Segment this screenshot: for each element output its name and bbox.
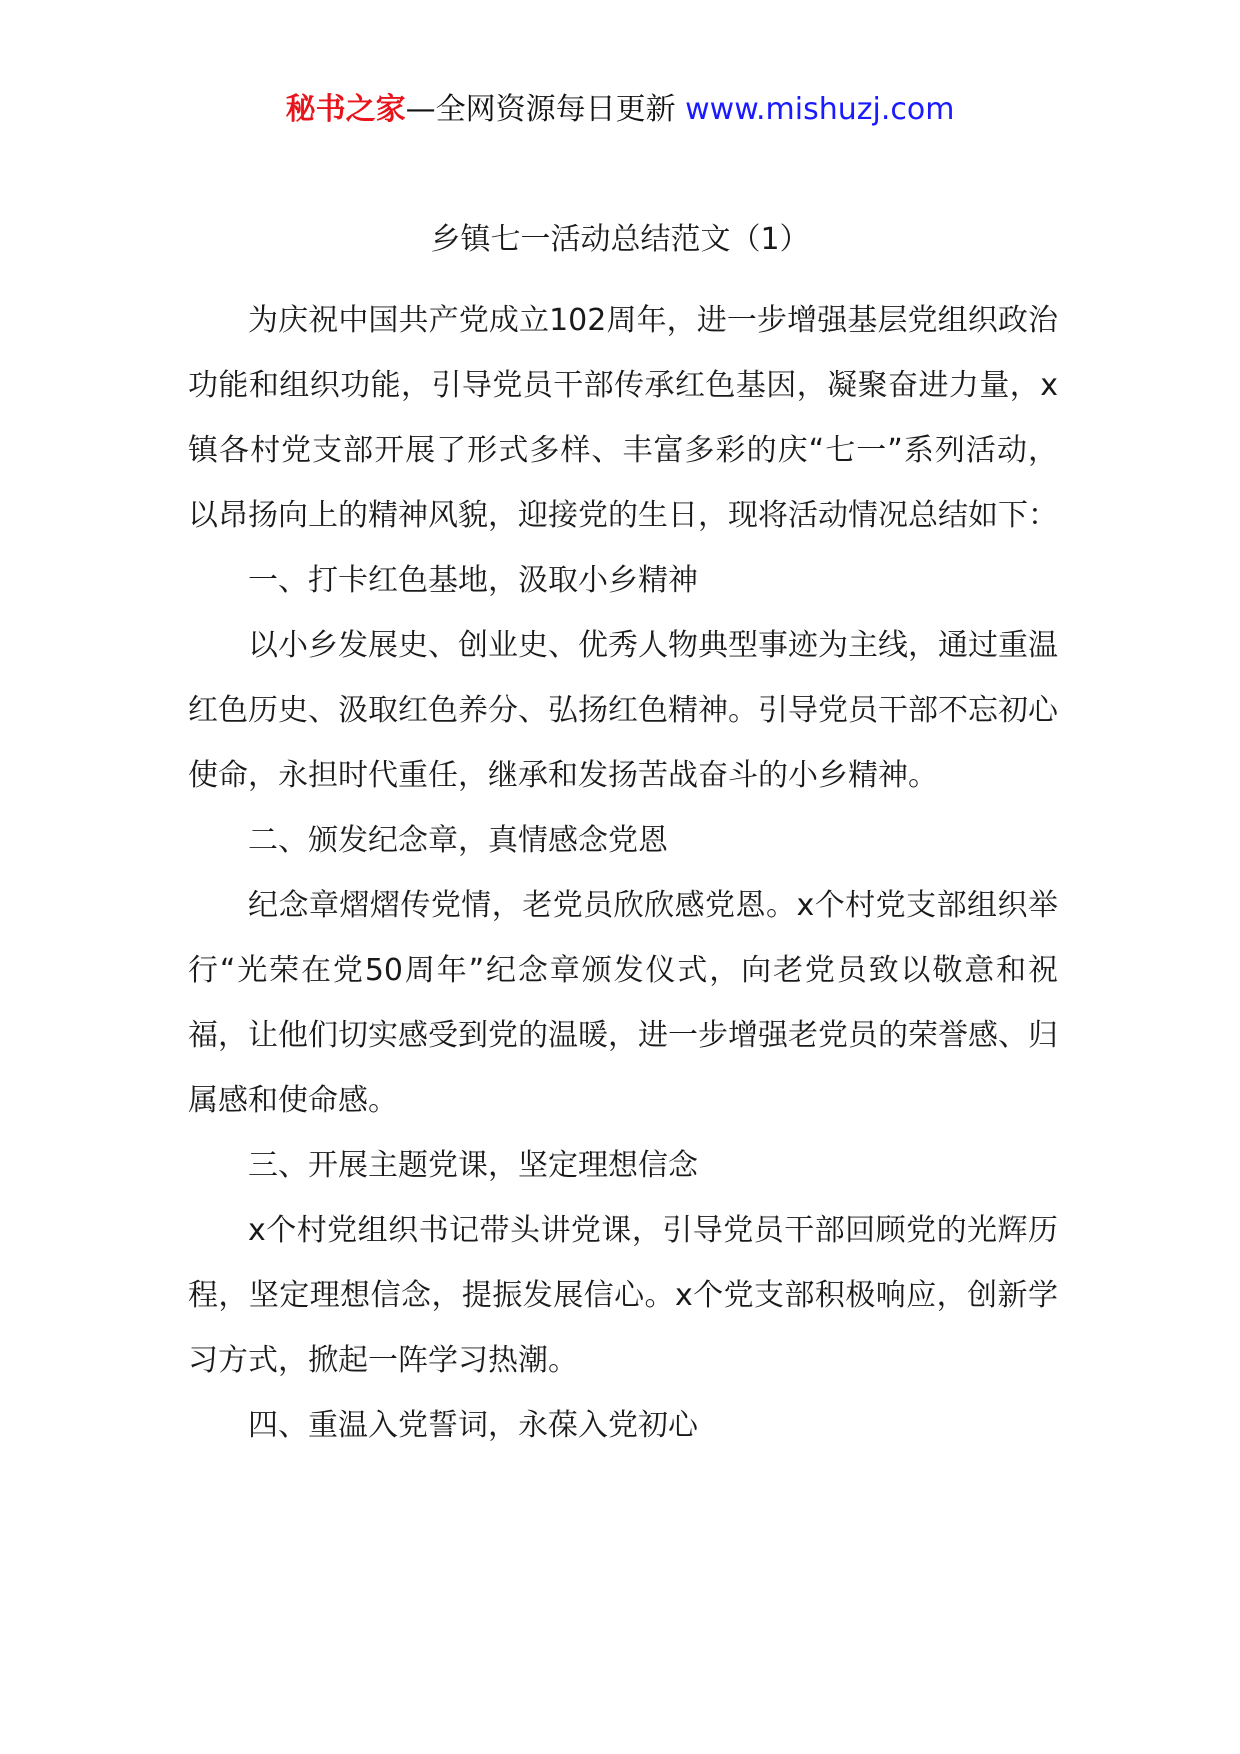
site-header — [0, 86, 1240, 134]
section-heading-3: 三、开展主题党课，坚定理想信念 — [248, 1148, 698, 1183]
section-paragraph-2: 纪念章熠熠传党情，老党员欣欣感党恩。x个村党支部组织举行“光荣在党50周年”纪念章颁发仪式，向老党员致以敬意和祝福，让他们切实感受到党的温暖，进一步增强老党员的荣誉感、归属感和使命感。 — [188, 888, 1058, 1118]
brand-name: 秘书之家 — [285, 92, 406, 127]
document-title: 乡镇七一活动总结范文（1） — [430, 222, 810, 257]
section-heading-2: 二、颁发纪念章，真情感念党恩 — [248, 823, 668, 858]
section-paragraph-3: x个村党组织书记带头讲党课，引导党员干部回顾党的光辉历程，坚定理想信念，提振发展信心。x个党支部积极响应，创新学习方式，掀起一阵学习热潮。 — [188, 1213, 1058, 1378]
intro-paragraph: 为庆祝中国共产党成立102周年，进一步增强基层党组织政治功能和组织功能，引导党员干部传承红色基因，凝聚奋进力量，x镇各村党支部开展了形式多样、丰富多彩的庆“七一”系列活动，以昂扬向上的精神风貌，迎接党的生日，现将活动情况总结如下： — [188, 303, 1058, 533]
header-tagline: —全网资源每日更新 — [405, 92, 676, 127]
section-heading-4: 四、重温入党誓词，永葆入党初心 — [248, 1408, 698, 1443]
section-heading-1: 一、打卡红色基地，汲取小乡精神 — [248, 563, 698, 598]
site-url-link[interactable]: www.mishuzj.com — [685, 92, 955, 127]
document-body — [188, 288, 1058, 1458]
section-paragraph-1: 以小乡发展史、创业史、优秀人物典型事迹为主线，通过重温红色历史、汲取红色养分、弘扬红色精神。引导党员干部不忘初心使命，永担时代重任，继承和发扬苦战奋斗的小乡精神。 — [188, 628, 1058, 793]
